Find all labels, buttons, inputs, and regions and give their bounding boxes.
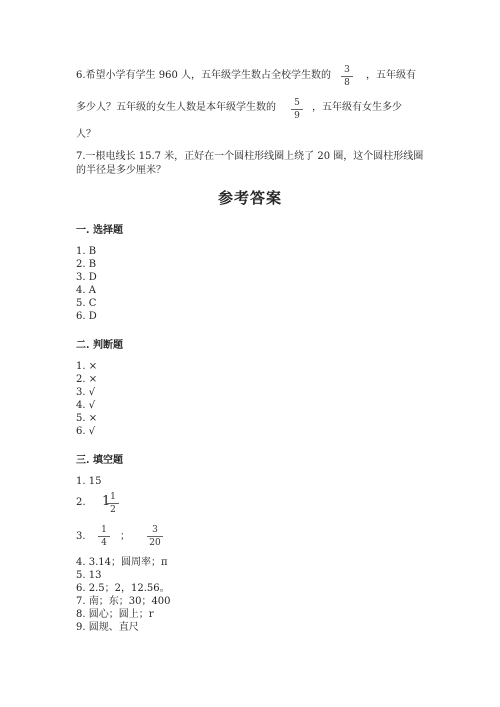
fraction-bar	[147, 536, 163, 537]
fraction-numerator: 3	[344, 65, 350, 75]
q6-fraction-3-8	[340, 65, 354, 88]
answer-item: 2. ×	[76, 374, 98, 385]
fraction-numerator: 3	[152, 525, 158, 535]
mixed-number-fraction	[106, 492, 120, 515]
fraction-bar	[291, 109, 303, 110]
answer-item: 1. B	[76, 246, 97, 257]
fraction-denominator: 4	[101, 538, 107, 548]
q6-line2-text: 多少人？五年级的女生人数是本年级学生数的	[76, 102, 276, 113]
mixed-number-whole: 1	[102, 494, 111, 509]
answer-item: 6. √	[76, 426, 96, 437]
section-heading-judge: 二. 判断题	[76, 340, 123, 351]
fraction-bar	[107, 503, 119, 504]
answer-item: 9. 圆规、直尺	[76, 622, 139, 633]
answer-item: 6. 2.5；2，12.56。	[76, 583, 170, 594]
answer-item: 5. C	[76, 298, 97, 309]
q6-fraction-5-9	[290, 98, 304, 121]
answer-item: 4. 3.14；圆周率；π	[76, 557, 168, 568]
q7-line1-text: 7.一根电线长 15.7 米，正好在一个圆柱形线圈上绕了 20 圈，这个圆柱形线圈	[76, 151, 424, 162]
fraction-denominator: 2	[110, 505, 116, 515]
answer-item: 2. B	[76, 259, 97, 270]
fraction-separator: ；	[120, 531, 130, 542]
answer-item: 6. D	[76, 311, 97, 322]
answer-item: 4. √	[76, 400, 96, 411]
answer-item: 4. A	[76, 285, 96, 296]
answer-item: 7. 南；东；30；400	[76, 596, 171, 607]
fraction-denominator: 8	[344, 78, 350, 88]
answer-item-label: 3.	[76, 531, 86, 542]
fraction-denominator: 9	[294, 111, 300, 121]
q6-line2-tail: ，五年级有女生多少	[312, 102, 402, 113]
fraction-numerator: 1	[110, 492, 116, 502]
answer-item: 5. ×	[76, 413, 98, 424]
answers-title: 参考答案	[217, 189, 282, 207]
fraction-3-20	[146, 525, 164, 548]
fraction-bar	[98, 536, 110, 537]
fraction-denominator: 20	[149, 538, 161, 548]
section-heading-choice: 一. 选择题	[76, 225, 123, 236]
fraction-numerator: 1	[101, 525, 107, 535]
answer-item: 5. 13	[76, 570, 102, 581]
answer-item: 1. ×	[76, 361, 98, 372]
answer-item: 3. D	[76, 272, 97, 283]
fraction-numerator: 5	[294, 98, 300, 108]
section-heading-fill: 三. 填空题	[76, 455, 123, 466]
q6-line3-text: 人？	[76, 129, 96, 140]
answer-item: 3. √	[76, 387, 96, 398]
answer-item: 8. 圆心；圆上；r	[76, 609, 154, 620]
fraction-1-4	[97, 525, 111, 548]
answer-item-label: 2.	[76, 497, 86, 508]
q6-line1-tail: ，五年级有	[366, 70, 416, 81]
answer-item: 1. 15	[76, 476, 102, 487]
q6-line1-text: 6.希望小学有学生 960 人，五年级学生数占全校学生数的	[76, 70, 331, 81]
fraction-bar	[341, 76, 353, 77]
q7-line2-text: 的半径是多少厘米？	[76, 165, 166, 176]
